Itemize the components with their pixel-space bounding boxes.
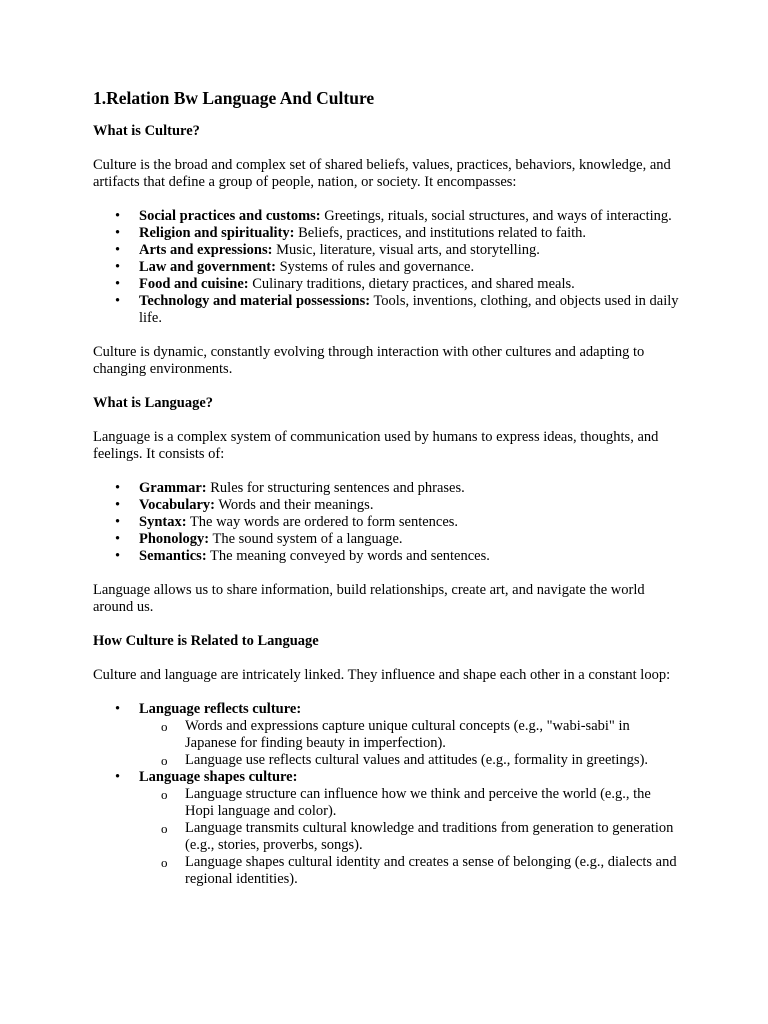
item-term: Arts and expressions: — [139, 242, 273, 258]
list-item — [93, 242, 683, 259]
item-text: Systems of rules and governance. — [275, 259, 475, 275]
sub-list — [139, 718, 683, 769]
item-text: The meaning conveyed by words and sentences. — [206, 548, 490, 564]
sub-list — [139, 786, 683, 888]
item-text: The way words are ordered to form sentences. — [186, 514, 459, 530]
list-item — [93, 497, 683, 514]
list-item — [93, 531, 683, 548]
sub-list-item: o Language shapes cultural identity and creates a sense of belonging (e.g., dialects and regional identities). — [139, 854, 683, 888]
language-heading: What is Language? — [93, 395, 214, 411]
sub-list-item: o Language structure can influence how we think and perceive the world (e.g., the Hopi language and color). — [139, 786, 683, 820]
item-term: Language shapes culture: — [139, 769, 298, 785]
item-text: Beliefs, practices, and institutions related to faith. — [294, 225, 587, 241]
culture-heading: What is Culture? — [93, 123, 200, 139]
list-item — [93, 701, 683, 769]
document-content — [93, 88, 683, 905]
language-outro: Language allows us to share information, build relationships, create art, and navigate the world around us. — [93, 582, 645, 615]
list-item — [93, 208, 683, 225]
list-item — [93, 514, 683, 531]
sub-list-item: o Words and expressions capture unique cultural concepts (e.g., "wabi-sabi" in Japanese for finding beauty in imperfection). — [139, 718, 683, 752]
list-item — [93, 480, 683, 497]
relation-heading: How Culture is Related to Language — [93, 633, 319, 649]
item-term: Syntax: — [139, 514, 187, 530]
item-text: Tools, inventions, clothing, and objects used in daily life. — [139, 293, 679, 326]
item-term: Phonology: — [139, 531, 210, 547]
culture-outro: Culture is dynamic, constantly evolving through interaction with other cultures and adapting to changing environments. — [93, 344, 645, 377]
page-title: 1.Relation Bw Language And Culture — [93, 88, 375, 108]
language-list — [93, 480, 683, 565]
item-term: Technology and material possessions: — [139, 293, 371, 309]
item-term: Language reflects culture: — [139, 701, 302, 717]
item-term: Grammar: — [139, 480, 207, 496]
item-text: Greetings, rituals, social structures, and ways of interacting. — [320, 208, 672, 224]
culture-list — [93, 208, 683, 327]
list-item — [93, 276, 683, 293]
item-term: Food and cuisine: — [139, 276, 249, 292]
relation-list — [93, 701, 683, 888]
list-item — [93, 225, 683, 242]
item-term: Law and government: — [139, 259, 276, 275]
item-text: Words and their meanings. — [215, 497, 374, 513]
list-item — [93, 548, 683, 565]
item-text: Music, literature, visual arts, and storytelling. — [272, 242, 540, 258]
item-text: The sound system of a language. — [209, 531, 403, 547]
item-term: Religion and spirituality: — [139, 225, 295, 241]
list-item — [93, 769, 683, 888]
item-term: Social practices and customs: — [139, 208, 321, 224]
item-text: Culinary traditions, dietary practices, and shared meals. — [248, 276, 575, 292]
list-item — [93, 293, 683, 327]
list-item — [93, 259, 683, 276]
item-term: Vocabulary: — [139, 497, 215, 513]
sub-list-item: o Language use reflects cultural values and attitudes (e.g., formality in greetings). — [139, 752, 683, 769]
culture-intro: Culture is the broad and complex set of shared beliefs, values, practices, behaviors, knowledge, and artifacts that define a group of people, nation, or society. It encompasses: — [93, 157, 671, 190]
sub-list-item: o Language transmits cultural knowledge and traditions from generation to generation (e.g., stories, proverbs, songs). — [139, 820, 683, 854]
language-intro: Language is a complex system of communication used by humans to express ideas, thoughts, and feelings. It consists of: — [93, 429, 659, 462]
relation-intro: Culture and language are intricately linked. They influence and shape each other in a constant loop: — [93, 667, 671, 683]
item-term: Semantics: — [139, 548, 207, 564]
item-text: Rules for structuring sentences and phrases. — [206, 480, 465, 496]
